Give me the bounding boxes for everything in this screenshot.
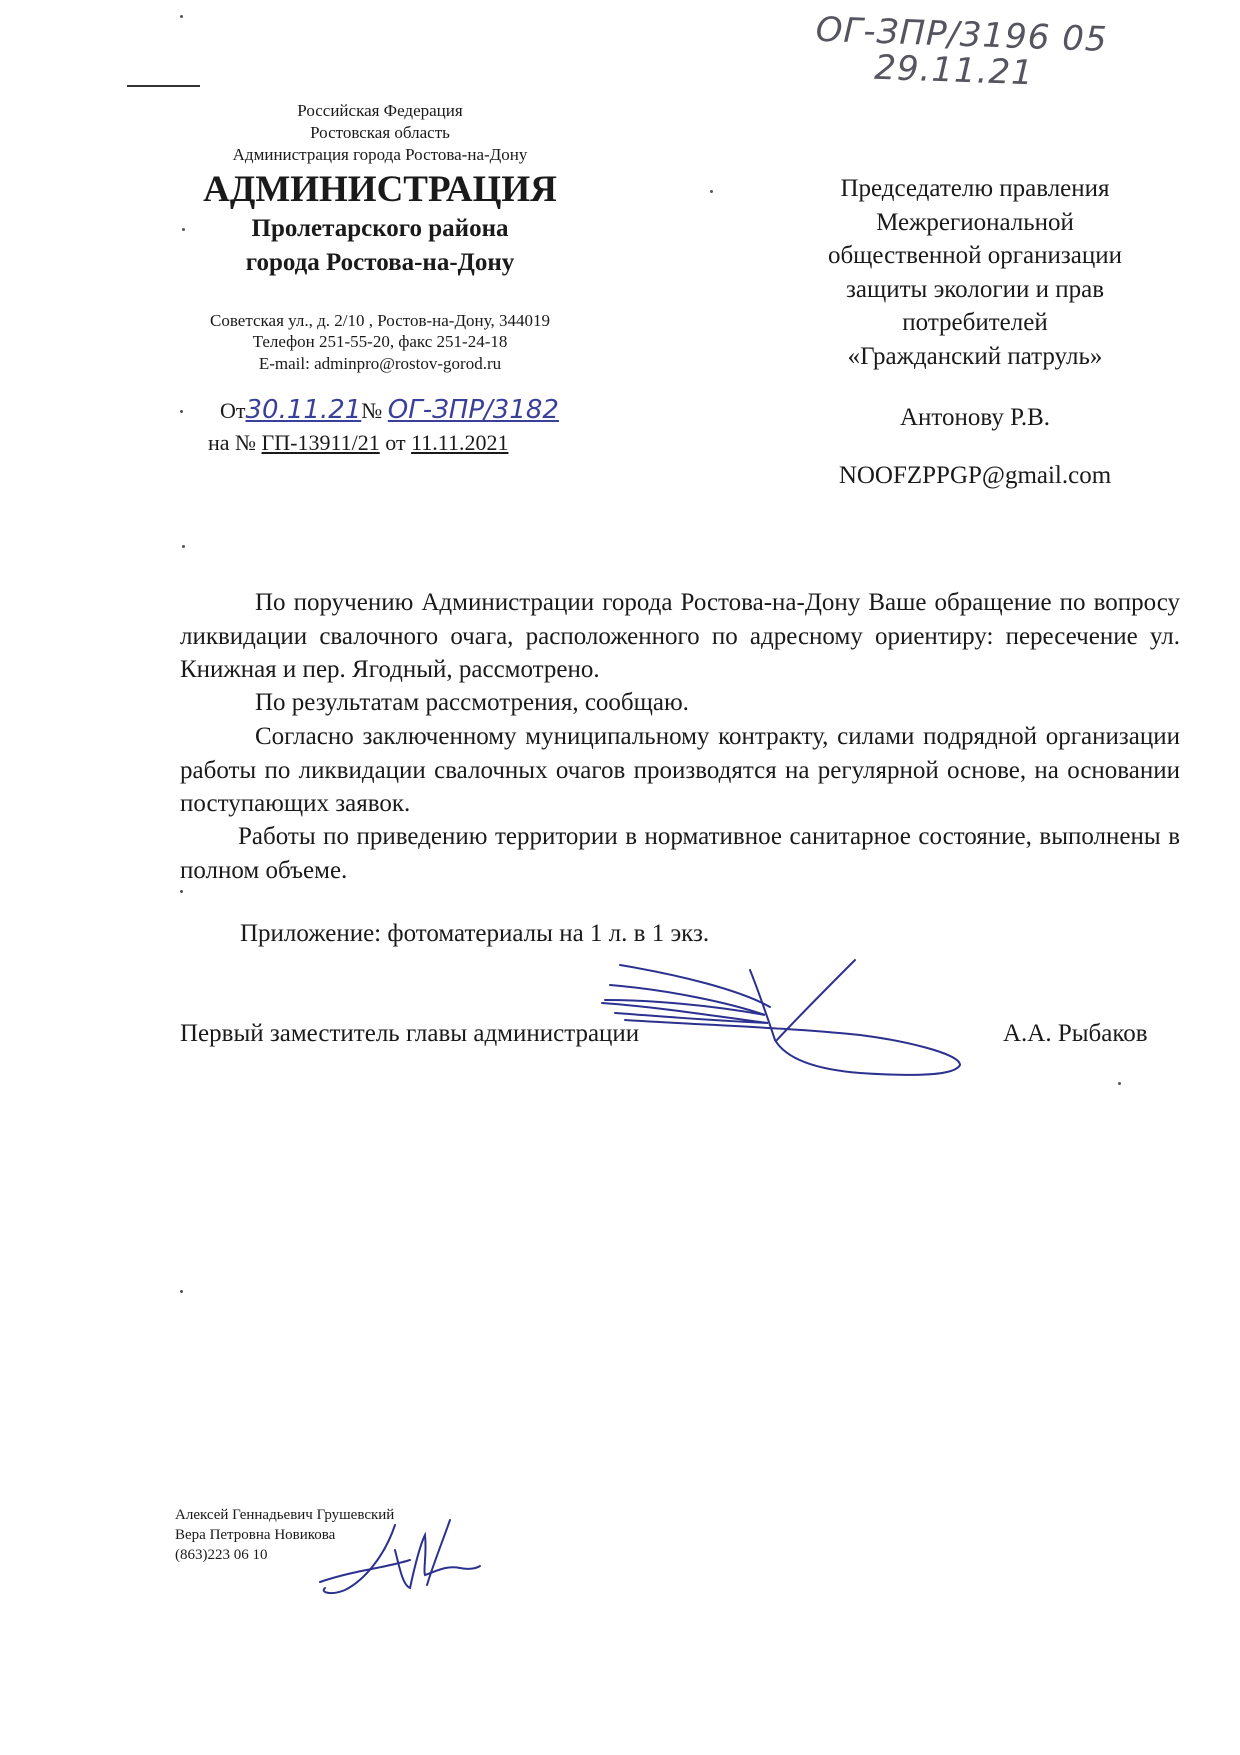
scan-speck	[710, 190, 713, 193]
letterhead-district-2: города Ростова-на-Дону	[245, 249, 515, 276]
signatory-name: А.А. Рыбаков	[1003, 1020, 1148, 1047]
outgoing-number-line	[220, 395, 559, 425]
addressee-line: потребителей	[902, 309, 1048, 336]
addressee-line: Председателю правления	[840, 175, 1110, 202]
executor-signature	[315, 1510, 485, 1605]
scan-speck	[180, 15, 183, 18]
ref-from: от	[385, 430, 406, 455]
outgoing-date: 30.11.21	[245, 395, 362, 425]
addressee-block	[760, 172, 1190, 492]
letterhead-address: Советская ул., д. 2/10 , Ростов-на-Дону, 344019	[210, 311, 550, 330]
addressee-line: общественной организации	[827, 242, 1123, 269]
ref-number: ГП-13911/21	[261, 430, 380, 455]
body-paragraph-2: По результатам рассмотрения, сообщаю.	[255, 689, 689, 716]
body-paragraph-1: По поручению Администрации города Ростова-на-Дону Ваше обращение по вопросу ликвидации свалочного очага, расположенного по адресному ориентиру: пересечение ул. Книжная и пер. Ягодный, рассмотрено.	[180, 589, 1180, 683]
registration-number: ОГ-ЗПР/3196 05	[815, 9, 1109, 60]
scan-speck	[1118, 1082, 1121, 1085]
registration-date: 29.11.21	[873, 47, 1035, 94]
scan-speck	[180, 1290, 183, 1293]
outgoing-number: ОГ-ЗПР/3182	[387, 395, 559, 425]
incoming-reference-line	[208, 430, 508, 456]
letterhead-district-1: Пролетарского района	[251, 215, 509, 242]
addressee-line: Межрегиональной	[876, 208, 1074, 236]
registration-stamp	[814, 9, 1176, 97]
executor-line-1: Алексей Геннадьевич Грушевский	[175, 1507, 395, 1523]
letterhead-phone: Телефон 251-55-20, факс 251-24-18	[252, 332, 508, 351]
addressee-name: Антонову Р.В.	[899, 404, 1051, 431]
scan-speck	[180, 890, 183, 893]
handwritten-signature	[590, 945, 970, 1085]
letterhead	[170, 100, 590, 375]
executor-line-2: Вера Петровна Новикова	[175, 1527, 336, 1543]
addressee-line: «Гражданский патруль»	[847, 342, 1103, 370]
letterhead-country: Российская Федерация	[297, 101, 463, 120]
addressee-email: NOOFZPPGP@gmail.com	[838, 461, 1112, 489]
top-rule	[127, 85, 200, 87]
letterhead-email: E-mail: adminpro@rostov-gorod.ru	[258, 354, 502, 373]
executor-phone: (863)223 06 10	[175, 1547, 268, 1563]
scan-speck	[180, 410, 183, 413]
letterhead-region: Ростовская область	[310, 123, 450, 142]
attachment-note: Приложение: фотоматериалы на 1 л. в 1 экз.	[240, 920, 710, 947]
ref-prefix: на №	[208, 430, 257, 455]
body-paragraph-3: Согласно заключенному муниципальному контракту, силами подрядной организации работы по ликвидации свалочных очагов производятся на регулярной основе, на основании поступающих заявок.	[180, 723, 1180, 817]
addressee-line: защиты экологии и прав	[846, 275, 1104, 303]
from-label: От	[220, 398, 246, 423]
signatory-position: Первый заместитель главы администрации	[180, 1020, 640, 1047]
letterhead-title: АДМИНИСТРАЦИЯ	[203, 169, 557, 210]
body-paragraph-4: Работы по приведению территории в нормативное санитарное состояние, выполнены в полном объеме.	[180, 823, 1180, 884]
number-label: №	[361, 398, 383, 423]
letterhead-city-admin: Администрация города Ростова-на-Дону	[232, 145, 528, 164]
scan-speck	[182, 545, 185, 548]
ref-date: 11.11.2021	[411, 430, 509, 455]
scan-speck	[182, 228, 185, 231]
